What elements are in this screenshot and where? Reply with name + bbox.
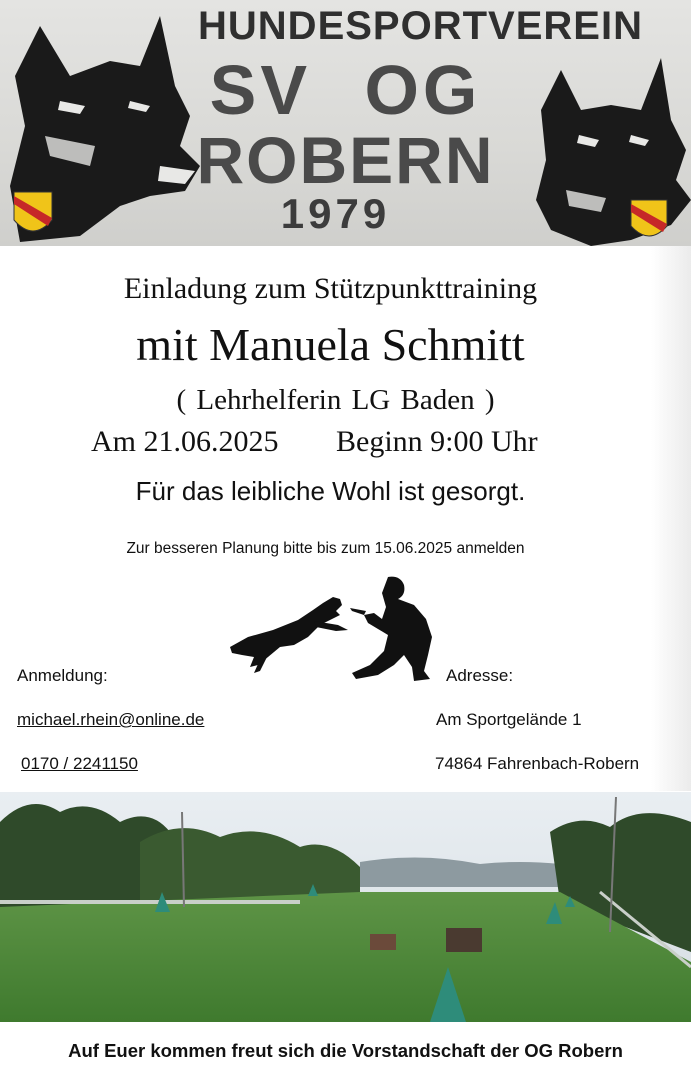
- club-name-line3: ROBERN: [196, 123, 495, 197]
- address-city: 74864 Fahrenbach-Robern: [435, 754, 640, 773]
- contact-email-link[interactable]: michael.rhein@online.de: [17, 710, 205, 729]
- trainer-role: ( Lehrhelferin LG Baden ): [176, 384, 495, 416]
- address-label: Adresse:: [446, 666, 514, 685]
- event-start-time: Beginn 9:00 Uhr: [336, 425, 538, 458]
- address-street: Am Sportgelände 1: [436, 710, 582, 729]
- club-banner: [0, 0, 691, 246]
- dog-attack-silhouette-icon: [228, 575, 438, 685]
- club-name-line2: SV OG: [209, 51, 482, 129]
- contact-phone-link[interactable]: 0170 / 2241150: [21, 754, 138, 773]
- trainer-name: mit Manuela Schmitt: [136, 319, 525, 370]
- footer-greeting: Auf Euer kommen freut sich die Vorstandschaft der OG Robern: [68, 1040, 623, 1061]
- crest-right-icon: [631, 200, 667, 236]
- registration-deadline: Zur besseren Planung bitte bis zum 15.06.2025 anmelden: [126, 540, 525, 557]
- club-name-line1: HUNDESPORTVEREIN: [198, 4, 643, 48]
- german-shepherd-right-icon: [531, 50, 691, 246]
- invitation-title: Einladung zum Stützpunkttraining: [123, 272, 538, 305]
- training-ground-photo: [0, 792, 691, 1022]
- helper-silhouette-icon: [350, 577, 432, 681]
- dog-silhouette-icon: [230, 597, 348, 673]
- catering-note: Für das leibliche Wohl ist gesorgt.: [135, 476, 526, 506]
- registration-label: Anmeldung:: [17, 666, 108, 685]
- event-date: Am 21.06.2025: [91, 425, 279, 458]
- club-founding-year: 1979: [280, 190, 391, 237]
